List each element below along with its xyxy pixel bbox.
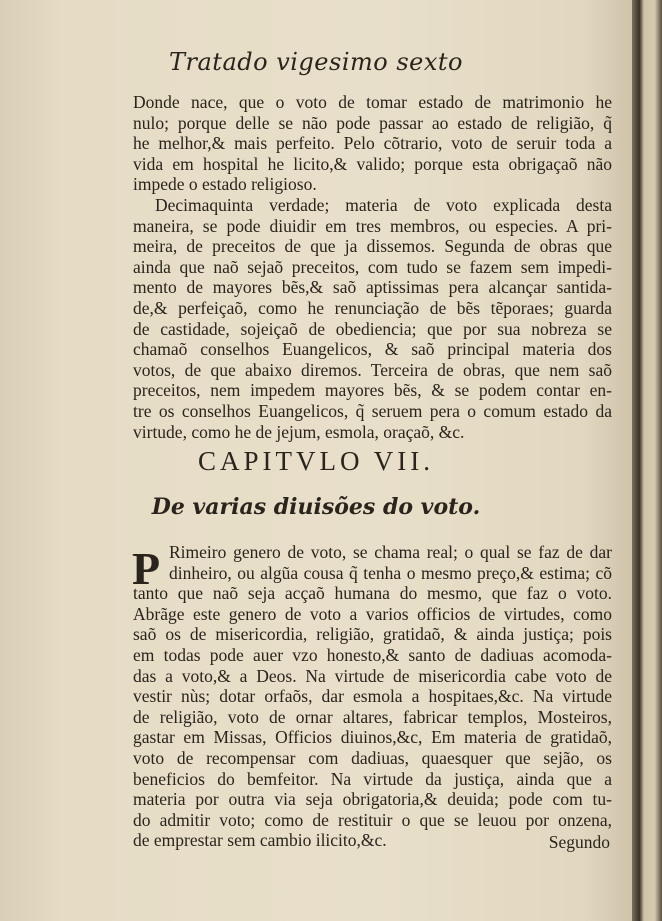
text-line: Decimaquinta verdade; materia de voto explicada desta <box>155 194 612 215</box>
text-line: dinheiro, ou algũa cousa q̃ tenha o mesmo preço,& estima; cõ <box>169 562 612 583</box>
text-block-1 <box>133 92 612 442</box>
text-line: materia por outra via seja obrigatoria,& deuida; pode com tu- <box>133 789 612 810</box>
text-line: preceitos, nem impedem mayores bẽs, & se podem contar en- <box>133 380 612 401</box>
text-line: mento de mayores bẽs,& saõ aptissimas pera alcançar santida- <box>133 277 612 298</box>
text-line: gastar em Missas, Officios diuinos,&c, Em materia de gratidaõ, <box>133 727 612 748</box>
text-line: Abrãge este genero de voto a varios officios de virtudes, como <box>133 603 612 624</box>
text-line: vida em hospital he licito,& valido; porque esta obrigaçaõ não <box>133 153 612 174</box>
catchword: Segundo <box>548 832 610 852</box>
text-line: tanto que naõ seja acçaõ humana do mesmo, que faz o voto. <box>133 583 612 604</box>
text-line: Rimeiro genero de voto, se chama real; o qual se faz de dar <box>169 542 612 562</box>
text-line: do admitir voto; como de restituir o que se leuou por onzena, <box>133 809 612 830</box>
text-line: he melhor,& mais perfeito. Pelo cõtrario, voto de seruir toda a <box>133 133 612 154</box>
text-line: beneficios do bemfeitor. Na virtude da justiça, ainda que a <box>133 768 612 789</box>
text-line: voto de recompensar com dadiuas, quaesquer que sejão, os <box>133 747 612 768</box>
chapter-title: CAPITVLO VII. <box>198 446 434 476</box>
text-line: virtude, como he de jejum, esmola, oraçaõ, &c. <box>133 421 465 442</box>
text-line: saõ os de misericordia, religião, gratidaõ, & ainda justiça; pois <box>133 624 612 645</box>
text-line: de religião, voto de ornar altares, fabricar templos, Mosteiros, <box>133 706 612 727</box>
text-line: de,& perfeiçaõ, como he renunciação de bẽs tẽporaes; guarda <box>133 297 612 318</box>
text-line: de emprestar sem cambio ilicito,&c. <box>133 830 387 851</box>
text-block-2 <box>133 542 612 851</box>
drop-cap: P <box>132 543 161 594</box>
running-head: Tratado vigesimo sexto <box>169 48 463 76</box>
text-line: chamaõ conselhos Euangelicos, & saõ principal materia dos <box>133 339 612 360</box>
book-binding-edge <box>632 0 662 921</box>
chapter-subtitle: De varias diuisões do voto. <box>151 494 481 520</box>
text-line: votos, de que abaixo diremos. Terceira de obras, que nem saõ <box>133 359 612 380</box>
text-line: vestir nùs; dotar orfaõs, dar esmola a hospitaes,&c. Na virtude <box>133 686 612 707</box>
text-line: impede o estado religioso. <box>133 174 317 195</box>
text-line: nulo; porque delle se não pode passar ao estado de religião, q̃ <box>133 112 612 133</box>
text-line: Donde nace, que o voto de tomar estado de matrimonio he <box>133 92 612 112</box>
text-line: maneira, se pode diuidir em tres membros, ou especies. A pri- <box>133 215 612 236</box>
text-line: em todas pode auer vzo honesto,& santo de dadiuas acomoda- <box>133 644 612 665</box>
text-line: tre os conselhos Euangelicos, q̃ seruem pera o comum estado da <box>133 400 612 421</box>
text-line: de castidade, sojeiçaõ de obediencia; que por sua nobreza se <box>133 318 612 339</box>
text-line: meira, de preceitos de que ja dissemos. Segunda de obras que <box>133 236 612 257</box>
text-line: ainda que naõ sejaõ preceitos, com tudo se fazem sem impedi- <box>133 256 612 277</box>
text-line: das a voto,& a Deos. Na virtude de misericordia cabe voto de <box>133 665 612 686</box>
